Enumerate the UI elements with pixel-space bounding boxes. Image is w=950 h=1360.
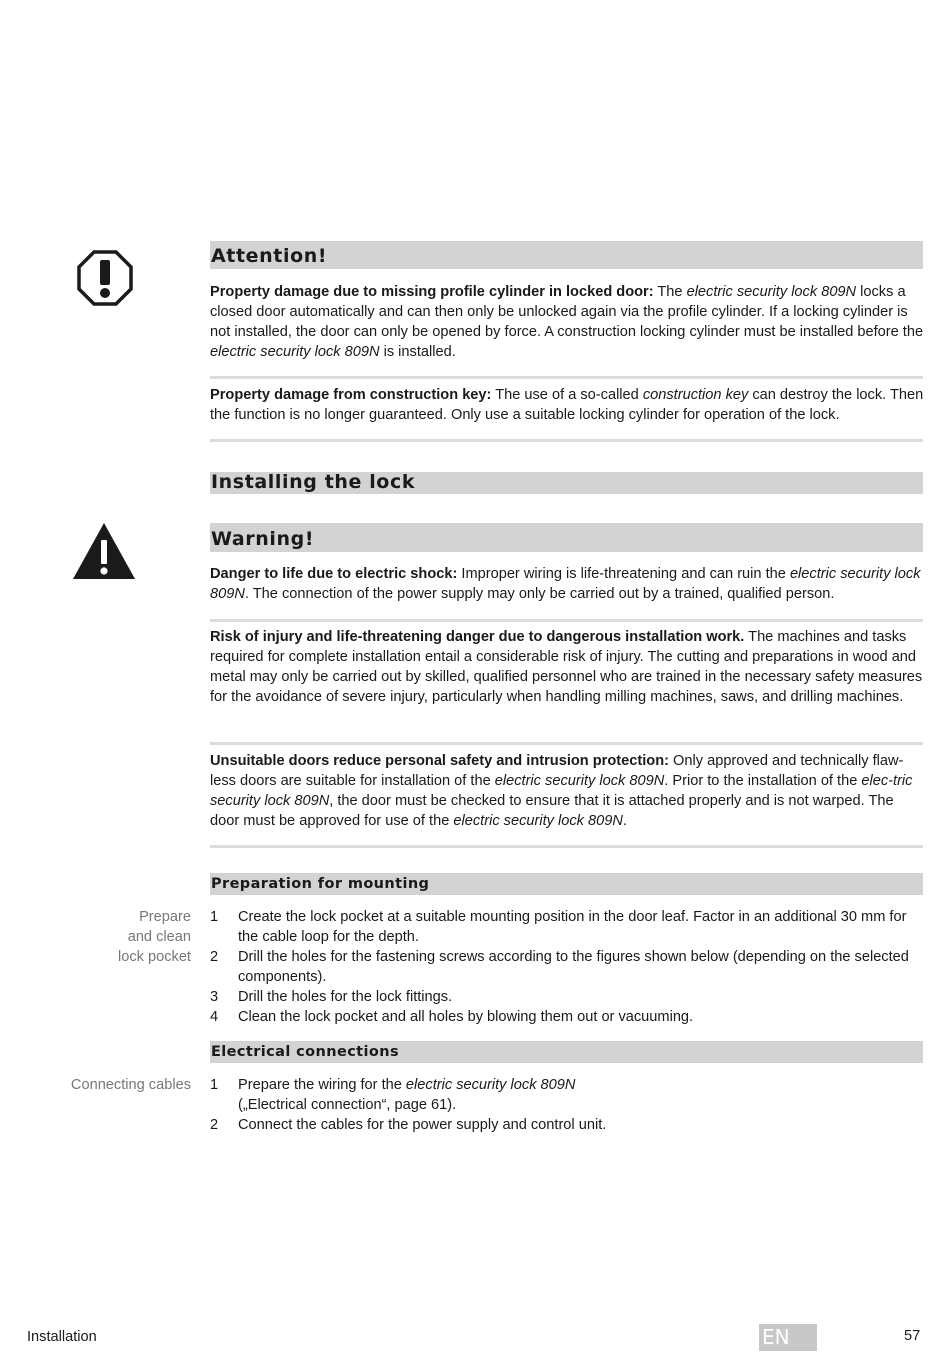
attention-paragraph-construction-key: Property damage from construction key: The use of a so-called construction key can destroy the lock. Then the function is no longer guaranteed. Only use a suitable locking cylinder for operation of the lock. [210, 387, 924, 423]
electrical-heading: Electrical connections [210, 1041, 923, 1063]
divider [210, 376, 923, 379]
divider [210, 742, 923, 745]
triangle-warning-icon [72, 522, 136, 580]
section-title: Installing the lock [210, 472, 923, 494]
footer-section-name: Installation [27, 1329, 97, 1345]
preparation-heading: Preparation for mounting [210, 873, 923, 895]
divider [210, 619, 923, 622]
attention-paragraph-cylinder: Property damage due to missing profile cylinder in locked door: The electric security lock 809N locks a closed door automatically and can then only be unlocked again via the profile cylinder. If a locking cylinder is not installed, the door can only be opened by force. A construction locking cylinder must be installed before the electric security lock 809N is installed. [210, 284, 924, 360]
warning-heading: Warning! [210, 523, 923, 552]
warning-paragraph-unsuitable-doors: Unsuitable doors reduce personal safety and intrusion protection: Only approved and technically flaw-less doors are suitable for installation of the electric security lock 809N. Prior to the installation of the elec-tric security lock 809N, the door must be checked to ensure that it is attached properly and is not warped. The door must be approved for use of the electric security lock 809N. [210, 753, 913, 829]
divider [210, 439, 923, 442]
octagon-exclamation-icon [77, 250, 133, 306]
attention-heading: Attention! [210, 241, 923, 269]
preparation-side-label: Prepare and clean lock pocket [117, 909, 191, 965]
electrical-side-label: Connecting cables [70, 1077, 191, 1093]
page-number: 57 [904, 1328, 921, 1344]
warning-paragraph-electric-shock: Danger to life due to electric shock: Improper wiring is life-threatening and can ruin the electric security lock 809N. The connection of the power supply may only be carried out by a trained, qualified person. [210, 566, 921, 602]
language-badge: EN [759, 1324, 817, 1351]
warning-paragraph-installation-work: Risk of injury and life-threatening danger due to dangerous installation work. The machines and tasks required for complete installation entail a considerable risk of injury. The cutting and preparations in wood and metal may only be carried out by skilled, qualified personnel who are trained in the necessary safety measures for the avoidance of severe injury, particularly when handling milling machines, saws, and drilling machines. [210, 629, 923, 705]
divider [210, 845, 923, 848]
